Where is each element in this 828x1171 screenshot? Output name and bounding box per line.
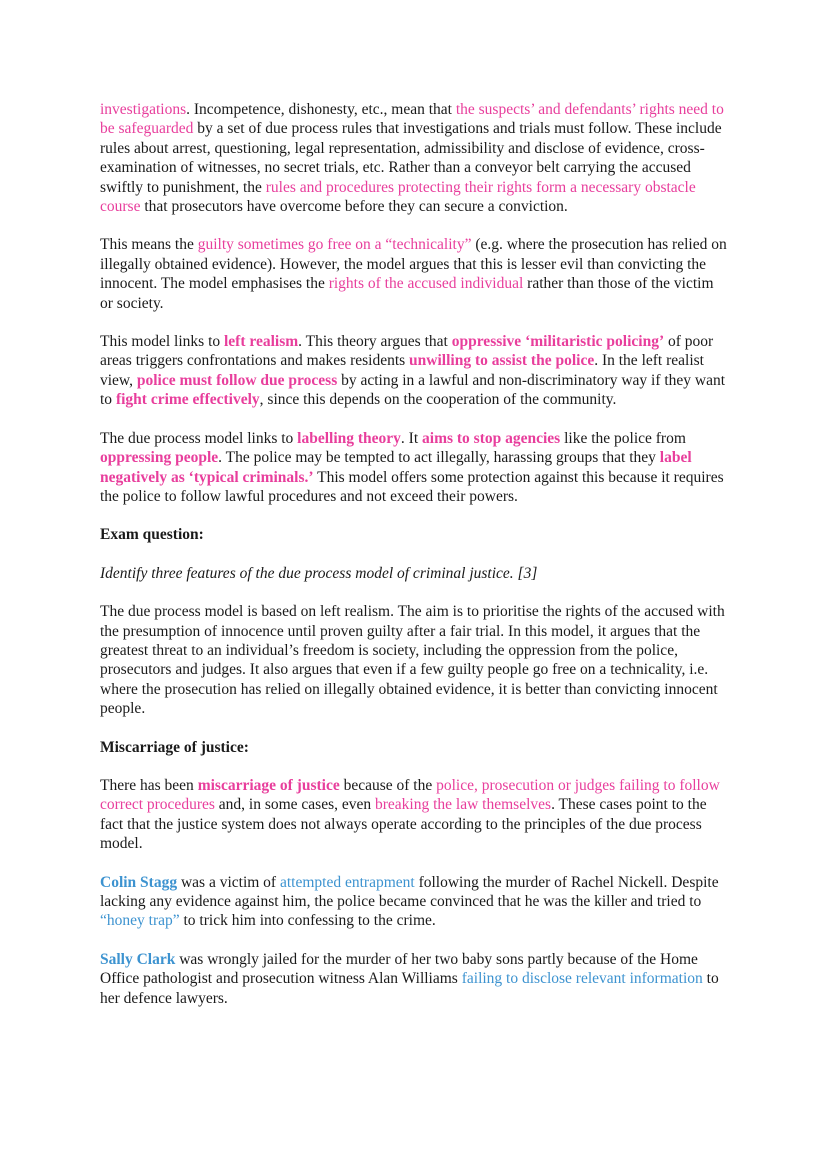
text-run: This model offers some protection against this because it requires the police to follow lawful procedures and not exceed their powers. bbox=[100, 468, 724, 505]
highlighted-text: unwilling to assist the police bbox=[409, 352, 595, 370]
text-run: . This theory argues that bbox=[298, 333, 452, 351]
paragraph-technicality bbox=[100, 235, 728, 313]
highlighted-text: rules and procedures protecting their rights form a necessary obstacle course bbox=[100, 178, 696, 216]
exam-question-text bbox=[100, 564, 728, 583]
text-run: , since this depends on the cooperation of the community. bbox=[259, 391, 617, 409]
text-run: and, in some cases, even bbox=[214, 796, 376, 814]
highlighted-text: guilty sometimes go free on a “technicality” bbox=[197, 236, 472, 254]
text-run: that prosecutors have overcome before they can secure a conviction. bbox=[140, 198, 568, 216]
paragraph-exam-answer bbox=[100, 602, 728, 718]
highlighted-text: label negatively as ‘typical criminals.’ bbox=[100, 449, 692, 486]
text-run: of poor areas triggers confrontations and makes residents bbox=[100, 333, 714, 370]
text-run: rather than those of the victim or society. bbox=[100, 275, 714, 312]
paragraph-labelling-theory bbox=[100, 429, 728, 507]
highlighted-text: police, prosecution or judges failing to follow correct procedures bbox=[100, 776, 720, 814]
paragraph-due-process-rules bbox=[100, 100, 728, 216]
highlighted-text: oppressive ‘militaristic policing’ bbox=[451, 333, 665, 351]
highlighted-text: Colin Stagg bbox=[100, 873, 178, 891]
text-run: was a victim of bbox=[177, 873, 280, 891]
text-run: . It bbox=[400, 429, 423, 447]
text-run: was wrongly jailed for the murder of her two baby sons partly because of the Home Office pathologist and prosecution witness Alan Williams bbox=[100, 950, 698, 988]
text-run: by a set of due process rules that investigations and trials must follow. These include rules about arrest, questioning, legal representation, admissibility and disclose of evidence, cross-examination of witnesses, no secret trials, etc. Rather than a conveyor belt carrying the accused swiftly to punishment, the bbox=[100, 120, 722, 196]
highlighted-text: left realism bbox=[224, 333, 299, 351]
highlighted-text: rights of the accused individual bbox=[328, 275, 524, 293]
heading-miscarriage-of-justice bbox=[100, 738, 728, 757]
text-run: (e.g. where the prosecution has relied on illegally obtained evidence). However, the model argues that this is lesser evil than convicting the innocent. The model emphasises the bbox=[100, 236, 727, 293]
highlighted-text: Identify three features of the due process model of criminal justice. [3] bbox=[100, 564, 538, 582]
text-run: . In the left realist view, bbox=[100, 352, 704, 389]
highlighted-text: attempted entrapment bbox=[279, 873, 415, 891]
highlighted-text: miscarriage of justice bbox=[197, 776, 340, 794]
text-run: to trick him into confessing to the crime. bbox=[179, 912, 436, 930]
text-run: following the murder of Rachel Nickell. Despite lacking any evidence against him, the police became convinced that he was the killer and tried to bbox=[100, 873, 719, 910]
highlighted-text: the suspects’ and defendants’ rights need to be safeguarded bbox=[100, 101, 724, 138]
text-run: by acting in a lawful and non-discriminatory way if they want to bbox=[100, 371, 726, 409]
highlighted-text: fight crime effectively bbox=[115, 391, 260, 409]
highlighted-text: aims to stop agencies bbox=[422, 429, 561, 447]
text-run: The due process model is based on left realism. The aim is to prioritise the rights of the accused with the presumption of innocence until proven guilty after a fair trial. In this model, it argues that the greatest threat to an individual’s freedom is society, including the oppression from the police, prosecutors and judges. It also argues that even if a few guilty people go free on a technicality, i.e. where the prosecution has relied on illegally obtained evidence, it is better than convicting innocent people. bbox=[100, 603, 725, 718]
highlighted-text: failing to disclose relevant information bbox=[461, 970, 703, 988]
text-run: The due process model links to bbox=[100, 429, 298, 447]
highlighted-text: Sally Clark bbox=[100, 950, 176, 968]
text-run: because of the bbox=[339, 776, 437, 794]
text-run: There has been bbox=[100, 776, 198, 794]
text-run: This model links to bbox=[100, 333, 224, 351]
paragraph-colin-stagg bbox=[100, 873, 728, 931]
highlighted-text: investigations bbox=[100, 101, 187, 118]
text-run: to her defence lawyers. bbox=[100, 970, 719, 1007]
highlighted-text: oppressing people bbox=[100, 449, 219, 467]
text-run: This means the bbox=[100, 236, 198, 254]
text-run: like the police from bbox=[560, 429, 686, 447]
highlighted-text: Exam question: bbox=[100, 526, 204, 544]
paragraph-left-realism bbox=[100, 332, 728, 410]
paragraph-miscarriage bbox=[100, 776, 728, 854]
highlighted-text: labelling theory bbox=[297, 429, 401, 447]
highlighted-text: Miscarriage of justice: bbox=[100, 738, 249, 756]
text-run: . The police may be tempted to act illegally, harassing groups that they bbox=[218, 449, 660, 467]
paragraph-sally-clark bbox=[100, 950, 728, 1008]
highlighted-text: police must follow due process bbox=[136, 371, 338, 389]
highlighted-text: breaking the law themselves bbox=[375, 796, 552, 814]
text-run: . These cases point to the fact that the justice system does not always operate according to the principles of the due process model. bbox=[100, 796, 707, 853]
heading-exam-question bbox=[100, 525, 728, 544]
highlighted-text: “honey trap” bbox=[100, 912, 180, 930]
text-run: . Incompetence, dishonesty, etc., mean that bbox=[186, 101, 456, 118]
